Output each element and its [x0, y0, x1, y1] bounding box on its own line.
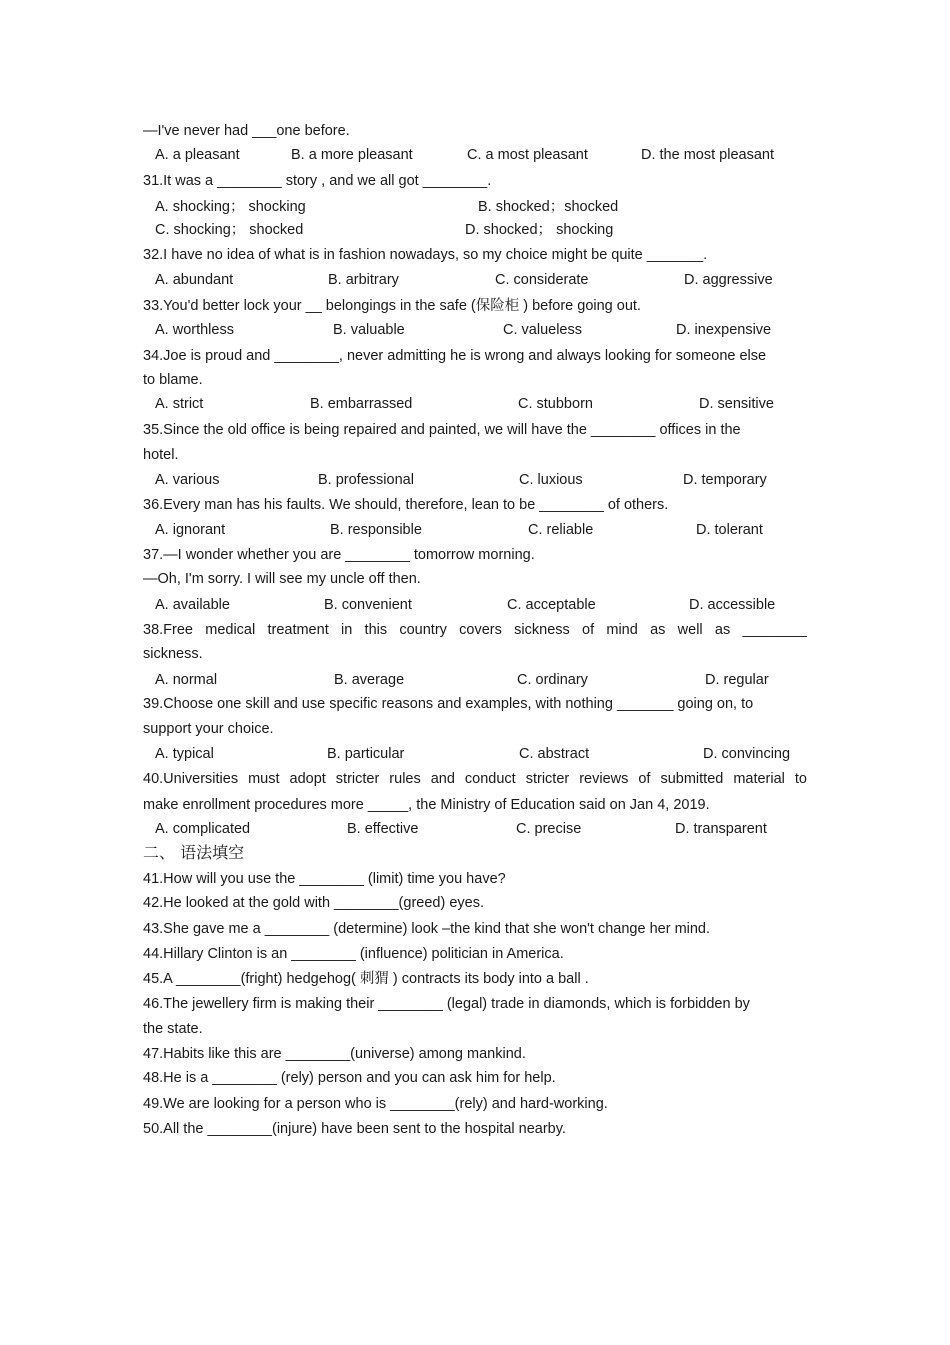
option-d: D. regular [705, 672, 769, 688]
question-34-stem-line2: to blame. [143, 372, 203, 388]
option-a: A. abundant [155, 272, 234, 288]
option-c: C. ordinary [517, 672, 588, 688]
option-b: B. a more pleasant [291, 147, 413, 163]
question-38-stem-line2: sickness. [143, 646, 203, 662]
question-39-stem-line1: 39.Choose one skill and use specific reasons and examples, with nothing _______ going on, to [143, 696, 754, 712]
option-d: D. temporary [683, 472, 767, 488]
option-a: A. complicated [155, 821, 251, 837]
option-b: B. valuable [333, 322, 405, 338]
question-31-options-row2 [155, 221, 815, 239]
option-c: C. considerate [495, 272, 589, 288]
question-35-stem-line2: hotel. [143, 447, 179, 463]
option-a: A. ignorant [155, 522, 226, 538]
question-30-options [155, 146, 815, 164]
option-c: C. valueless [503, 322, 582, 338]
question-40-stem-line2: make enrollment procedures more _____, the Ministry of Education said on Jan 4, 2019. [143, 797, 710, 813]
option-c: C. abstract [519, 746, 590, 762]
question-37-stem-line1: 37.—I wonder whether you are ________ tomorrow morning. [143, 547, 535, 563]
option-c: C. stubborn [518, 396, 593, 412]
option-a: A. available [155, 597, 230, 613]
question-44: 44.Hillary Clinton is an ________ (influence) politician in America. [143, 946, 564, 962]
question-38-stem-line1: 38.Free medical treatment in this country covers sickness of mind as well as ________ [143, 622, 807, 638]
option-c: C. a most pleasant [467, 147, 588, 163]
question-33-options [155, 321, 815, 339]
question-37-options [155, 596, 815, 614]
question-40-stem-line1: 40.Universities must adopt stricter rules and conduct stricter reviews of submitted material to [143, 771, 807, 787]
question-35-options [155, 471, 815, 489]
option-d: D. sensitive [699, 396, 774, 412]
question-31-stem: 31.It was a ________ story , and we all got ________. [143, 173, 492, 189]
option-b: B. arbitrary [328, 272, 399, 288]
question-38-options [155, 671, 815, 689]
option-d: D. shocked； shocking [465, 222, 614, 238]
option-b: B. shocked；shocked [478, 199, 619, 215]
option-c: C. acceptable [507, 597, 596, 613]
option-a: A. normal [155, 672, 218, 688]
option-b: B. convenient [324, 597, 412, 613]
option-a: A. various [155, 472, 220, 488]
option-b: B. average [334, 672, 405, 688]
question-48: 48.He is a ________ (rely) person and you can ask him for help. [143, 1070, 556, 1086]
question-37-stem-line2: —Oh, I'm sorry. I will see my uncle off then. [143, 571, 421, 587]
question-45: 45.A ________(fright) hedgehog( 刺猬 ) contracts its body into a ball . [143, 971, 589, 987]
question-36-options [155, 521, 815, 539]
question-47: 47.Habits like this are ________(universe) among mankind. [143, 1046, 526, 1062]
option-c: C. reliable [528, 522, 594, 538]
option-b: B. professional [318, 472, 414, 488]
question-41: 41.How will you use the ________ (limit) time you have? [143, 871, 506, 887]
question-39-options [155, 745, 815, 763]
option-b: B. particular [327, 746, 405, 762]
option-a: A. strict [155, 396, 204, 412]
option-c: C. precise [516, 821, 582, 837]
option-a: A. typical [155, 746, 214, 762]
option-d: D. convincing [703, 746, 791, 762]
question-31-options-row1 [155, 198, 815, 216]
section-heading: 二、 语法填空 [143, 843, 245, 862]
option-d: D. the most pleasant [641, 147, 774, 163]
option-b: B. effective [347, 821, 419, 837]
question-34-options [155, 395, 815, 413]
question-36-stem: 36.Every man has his faults. We should, therefore, lean to be ________ of others. [143, 497, 669, 513]
question-50: 50.All the ________(injure) have been sent to the hospital nearby. [143, 1121, 566, 1137]
question-46-line2: the state. [143, 1021, 203, 1037]
question-39-stem-line2: support your choice. [143, 721, 274, 737]
option-d: D. inexpensive [676, 322, 772, 338]
option-b: B. responsible [330, 522, 422, 538]
option-d: D. transparent [675, 821, 767, 837]
option-d: D. accessible [689, 597, 776, 613]
option-a: A. a pleasant [155, 147, 240, 163]
question-30-stem: —I've never had ___one before. [143, 123, 350, 139]
option-c: C. shocking； shocked [155, 222, 304, 238]
question-49: 49.We are looking for a person who is ________(rely) and hard-working. [143, 1096, 608, 1112]
option-d: D. tolerant [696, 522, 763, 538]
option-a: A. shocking； shocking [155, 199, 306, 215]
question-32-options [155, 271, 815, 289]
option-b: B. embarrassed [310, 396, 413, 412]
option-d: D. aggressive [684, 272, 773, 288]
question-33-stem: 33.You'd better lock your __ belongings in the safe (保险柜 ) before going out. [143, 298, 641, 314]
option-c: C. luxious [519, 472, 583, 488]
question-34-stem-line1: 34.Joe is proud and ________, never admitting he is wrong and always looking for someone else [143, 348, 767, 364]
question-32-stem: 32.I have no idea of what is in fashion nowadays, so my choice might be quite _______. [143, 247, 708, 263]
question-43: 43.She gave me a ________ (determine) look –the kind that she won't change her mind. [143, 921, 711, 937]
question-42: 42.He looked at the gold with ________(greed) eyes. [143, 895, 484, 911]
question-40-options [155, 820, 815, 838]
option-a: A. worthless [155, 322, 234, 338]
question-46-line1: 46.The jewellery firm is making their ________ (legal) trade in diamonds, which is forbidden by [143, 996, 750, 1012]
question-35-stem-line1: 35.Since the old office is being repaired and painted, we will have the ________ offices in the [143, 422, 741, 438]
